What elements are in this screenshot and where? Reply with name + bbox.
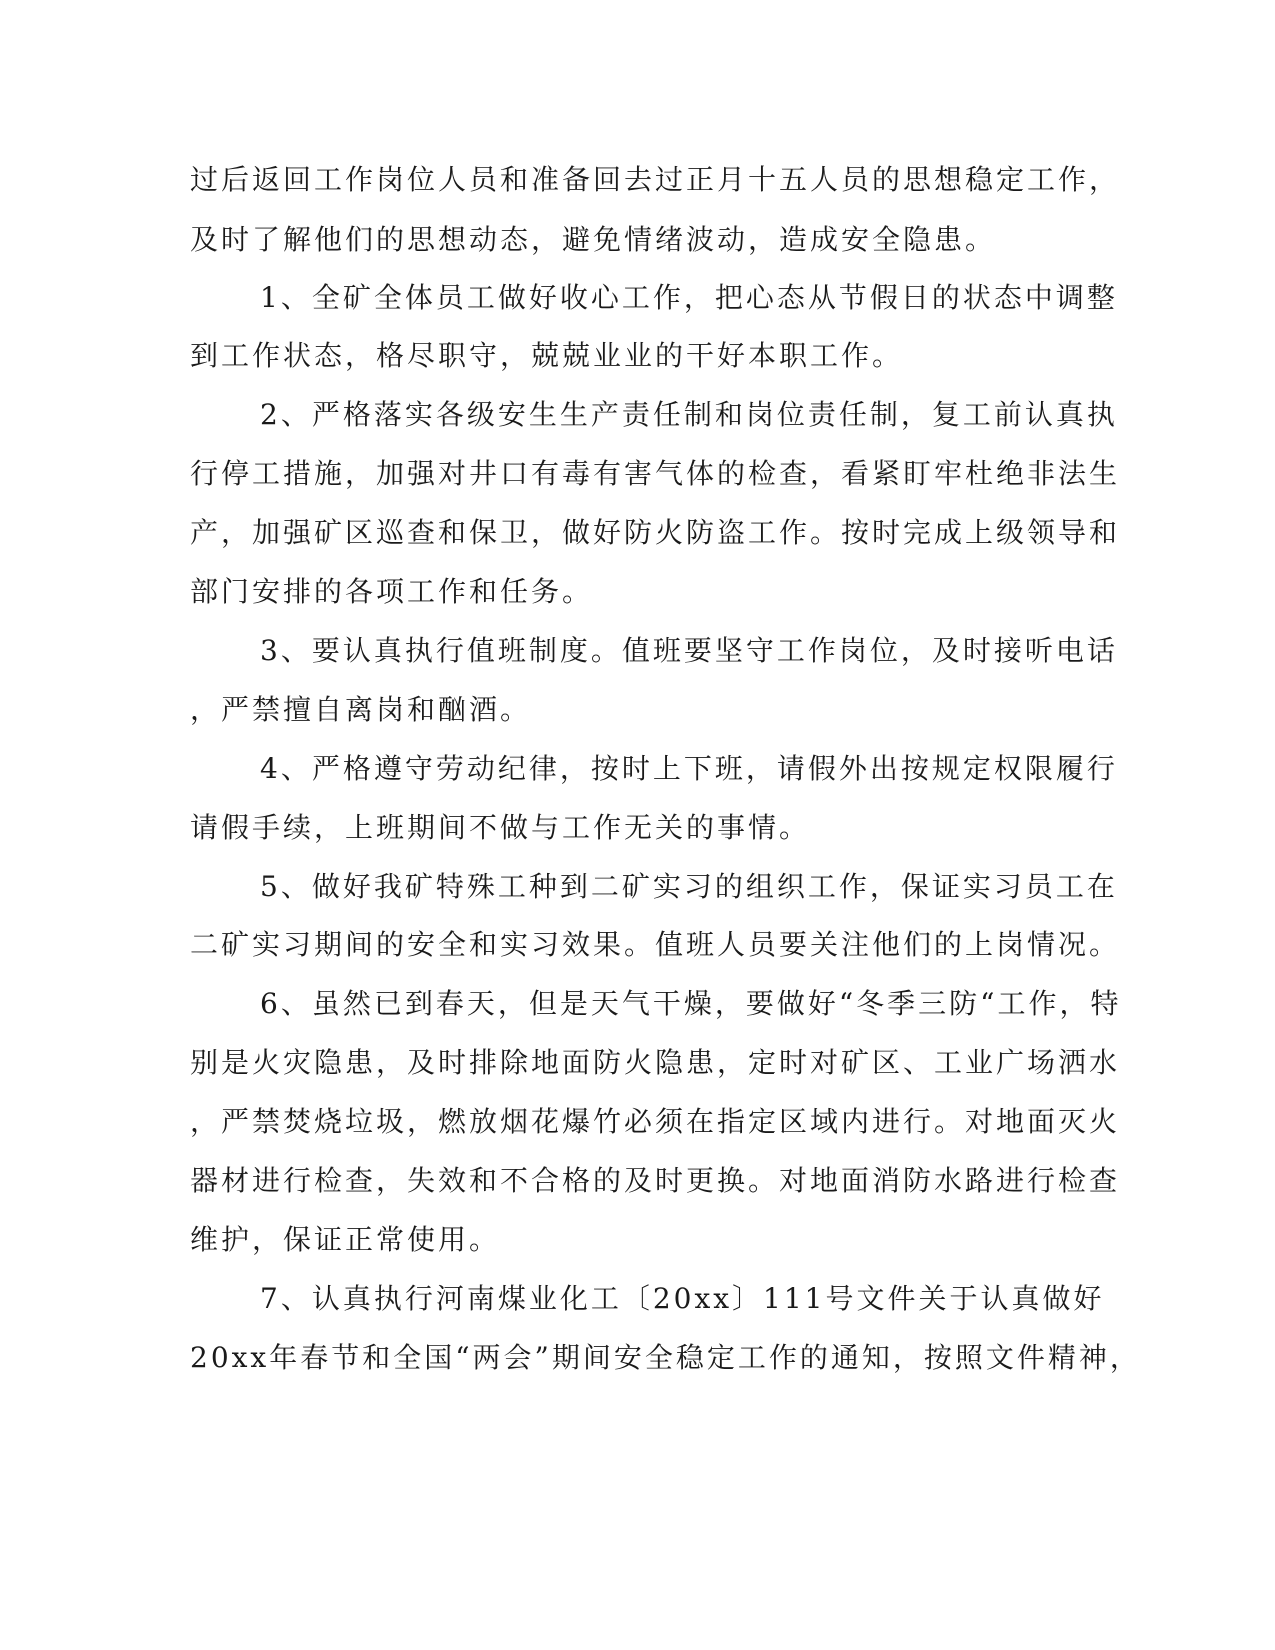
paragraph-4-line: 4、严格遵守劳动纪律，按时上下班，请假外出按规定权限履行 bbox=[260, 752, 1118, 785]
text-line: 产，加强矿区巡查和保卫，做好防火防盗工作。按时完成上级领导和 bbox=[190, 516, 1121, 549]
text-line: 到工作状态，格尽职守，兢兢业业的干好本职工作。 bbox=[190, 339, 904, 372]
text-line: 及时了解他们的思想动态，避免情绪波动，造成安全隐患。 bbox=[190, 223, 997, 256]
paragraph-7-line: 7、认真执行河南煤业化工〔20xx〕111号文件关于认真做好 bbox=[260, 1282, 1105, 1315]
text-line: 器材进行检查，失效和不合格的及时更换。对地面消防水路进行检查 bbox=[190, 1164, 1121, 1197]
text-line: 维护，保证正常使用。 bbox=[190, 1223, 501, 1256]
text-line: 请假手续，上班期间不做与工作无关的事情。 bbox=[190, 811, 811, 844]
text-line: 行停工措施，加强对井口有毒有害气体的检查，看紧盯牢杜绝非法生 bbox=[190, 457, 1121, 490]
text-line: ，严禁焚烧垃圾，燃放烟花爆竹必须在指定区域内进行。对地面灭火 bbox=[190, 1105, 1121, 1138]
paragraph-2-line: 2、严格落实各级安生生产责任制和岗位责任制，复工前认真执 bbox=[260, 398, 1118, 431]
paragraph-1-line: 1、全矿全体员工做好收心工作，把心态从节假日的状态中调整 bbox=[260, 281, 1118, 314]
text-line: 二矿实习期间的安全和实习效果。值班人员要关注他们的上岗情况。 bbox=[190, 928, 1121, 961]
text-line: 部门安排的各项工作和任务。 bbox=[190, 575, 594, 608]
text-line: 20xx年春节和全国“两会”期间安全稳定工作的通知，按照文件精神， bbox=[190, 1341, 1141, 1374]
text-line: 过后返回工作岗位人员和准备回去过正月十五人员的思想稳定工作， bbox=[190, 163, 1121, 196]
paragraph-3-line: 3、要认真执行值班制度。值班要坚守工作岗位，及时接听电话 bbox=[260, 634, 1118, 667]
text-line: 别是火灾隐患，及时排除地面防火隐患，定时对矿区、工业广场洒水 bbox=[190, 1046, 1121, 1079]
paragraph-5-line: 5、做好我矿特殊工种到二矿实习的组织工作，保证实习员工在 bbox=[260, 870, 1118, 903]
paragraph-6-line: 6、虽然已到春天，但是天气干燥，要做好“冬季三防“工作，特 bbox=[260, 987, 1122, 1020]
text-line: ，严禁擅自离岗和酗酒。 bbox=[190, 693, 532, 726]
